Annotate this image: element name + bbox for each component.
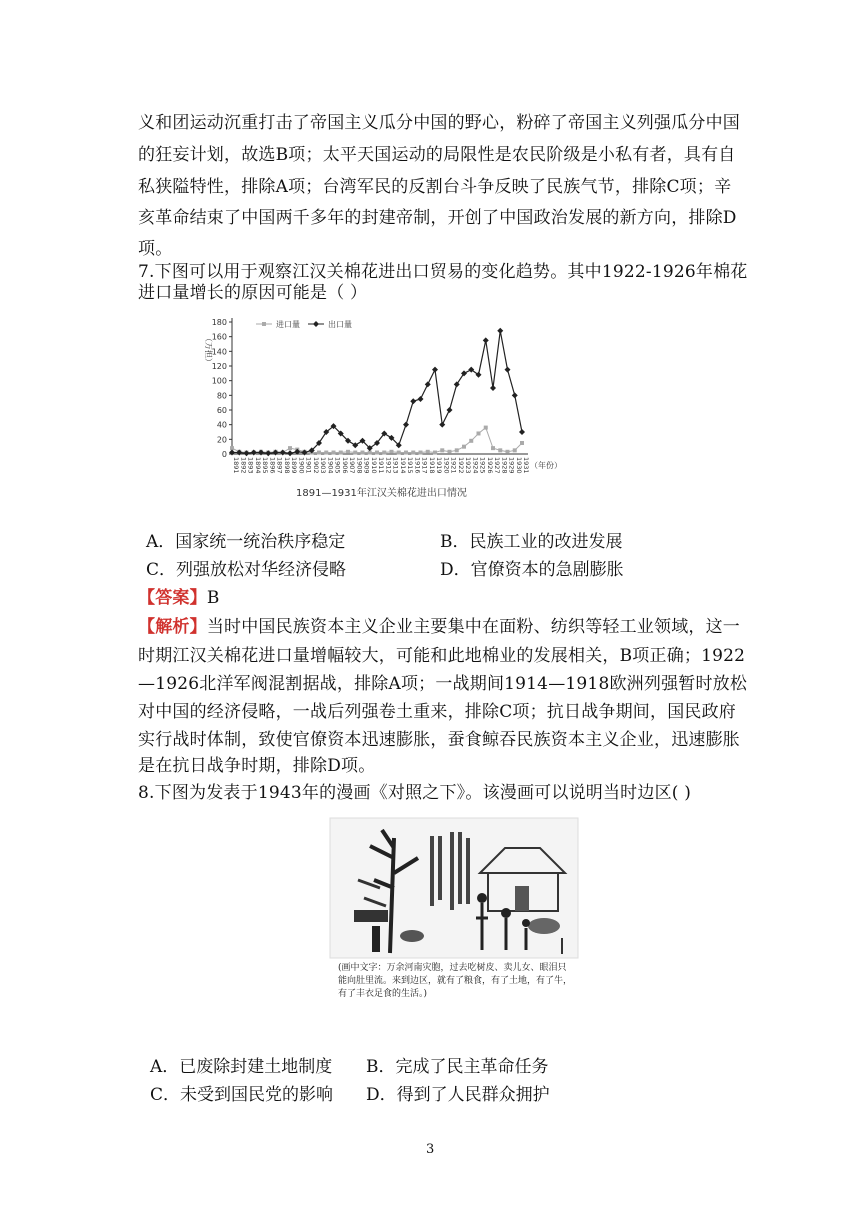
y-tick-label: 100: [211, 376, 227, 386]
import-point: [324, 451, 328, 455]
y-tick-label: 160: [211, 332, 227, 342]
import-point: [230, 446, 234, 450]
export-point: [229, 450, 235, 456]
q7-stem-line-2: 进口量增长的原因可能是（ ）: [138, 283, 368, 303]
x-tick-label: 1922: [456, 457, 465, 474]
import-point: [433, 451, 437, 455]
x-tick-label: 1929: [507, 457, 516, 474]
export-point: [519, 429, 525, 435]
x-tick-label: 1896: [268, 457, 277, 474]
export-point: [432, 367, 438, 373]
export-point: [258, 450, 264, 456]
x-tick-label: 1923: [464, 457, 472, 474]
cartoon-caption-line-2: 能向肚里流。来到边区，就有了粮食，有了土地，有了牛，: [338, 976, 573, 986]
cartoon-caption: [338, 962, 572, 1001]
import-point: [419, 451, 423, 455]
import-point: [455, 448, 459, 452]
q8-option-d[interactable]: D．得到了人民群众拥护: [366, 1085, 550, 1105]
import-point: [469, 439, 473, 443]
export-point: [280, 450, 286, 456]
x-tick-label: 1927: [493, 457, 501, 474]
import-point: [404, 451, 408, 455]
x-tick-label: 1925: [478, 457, 487, 474]
q8-cartoon-image: [330, 818, 578, 1008]
export-point: [425, 381, 431, 387]
legend-import-marker: [262, 322, 266, 326]
export-point: [447, 407, 453, 413]
y-tick-label: 120: [211, 362, 227, 371]
line-chart: [196, 312, 562, 502]
export-point: [512, 392, 518, 398]
export-point: [251, 450, 257, 456]
x-tick-label: 1918: [427, 457, 436, 474]
import-point: [484, 426, 488, 430]
x-tick-label: 1893: [246, 457, 255, 474]
x-tick-label: 1902: [311, 457, 320, 474]
import-point: [390, 450, 394, 454]
q7-analysis-line-3: —1926北洋军阀混割据战，排除A项；一战期间1914—1918欧洲列强暂时放松: [138, 674, 748, 694]
import-point: [491, 446, 495, 450]
y-tick-label: 60: [216, 406, 227, 415]
q7-option-c[interactable]: C．列强放松对华经济侵略: [146, 560, 347, 580]
import-point: [477, 431, 481, 435]
y-axis-label: （万担）: [204, 334, 213, 366]
export-point: [410, 398, 416, 404]
import-point: [498, 448, 502, 452]
x-tick-label: 1905: [333, 457, 342, 474]
prev-analysis-line-5: 项。: [138, 239, 173, 259]
import-point: [462, 445, 466, 449]
x-tick-label: 1909: [362, 457, 371, 474]
legend-export-marker: [313, 321, 319, 327]
x-tick-label: 1911: [377, 457, 385, 474]
y-tick-label: 140: [211, 347, 227, 357]
import-point: [288, 446, 292, 450]
q7-analysis-line-5: 实行战时体制，致使官僚资本迅速膨胀，蚕食鲸吞民族资本主义企业，迅速膨胀: [138, 730, 740, 750]
import-point: [448, 450, 452, 454]
x-tick-label: 1907: [348, 457, 356, 474]
prev-analysis-line-2: 的狂妄计划，故选B项；太平天国运动的局限性是农民阶级是小私有者，具有自: [138, 145, 736, 165]
q8-option-a[interactable]: A．已废除封建土地制度: [150, 1057, 333, 1077]
x-tick-label: 1924: [471, 457, 480, 474]
q7-analysis-line-2: 时期江汉关棉花进口量增幅较大，可能和此地棉业的发展相关，B项正确；1922: [138, 646, 746, 666]
import-point: [426, 450, 430, 454]
q7-analysis-line-4: 对中国的经济侵略，一战后列强卷土重来，排除C项；抗日战争期间，国民政府: [138, 702, 737, 722]
q7-answer: [138, 583, 220, 608]
import-point: [339, 451, 343, 455]
import-point: [375, 451, 379, 455]
answer-tag: 【答案】: [138, 588, 207, 608]
legend-export-label: 出口量: [328, 320, 352, 329]
prev-analysis-line-3: 私狭隘特性，排除A项；台湾军民的反割台斗争反映了民族气节，排除C项；辛: [138, 177, 732, 197]
import-point: [361, 451, 365, 455]
x-tick-label: 1930: [514, 457, 523, 474]
x-tick-label: 1901: [304, 457, 313, 474]
x-axis-label: （年份）: [530, 461, 562, 470]
q7-analysis-line-6: 是在抗日战争时期，排除D项。: [138, 756, 376, 776]
x-tick-label: 1892: [239, 457, 248, 474]
export-point: [302, 450, 308, 456]
x-tick-label: 1894: [253, 457, 262, 474]
q7-stem-line-1: 7.下图可以用于观察江汉关棉花进出口贸易的变化趋势。其中1922-1926年棉花: [138, 262, 748, 282]
x-tick-label: 1915: [406, 457, 414, 474]
x-tick-label: 1913: [391, 457, 400, 474]
x-tick-label: 1891: [232, 457, 240, 474]
export-point: [244, 450, 250, 456]
export-point: [483, 337, 489, 343]
export-point: [403, 422, 409, 428]
x-tick-label: 1899: [290, 457, 298, 474]
y-tick-label: 0: [221, 450, 227, 459]
export-point: [505, 367, 511, 373]
x-tick-label: 1912: [384, 457, 393, 474]
y-tick-label: 80: [216, 391, 227, 401]
analysis-text: 当时中国民族资本主义企业主要集中在面粉、纺织等轻工业领域，这一: [206, 617, 741, 637]
x-tick-label: 1917: [420, 457, 429, 474]
x-tick-label: 1906: [340, 457, 349, 474]
x-tick-label: 1908: [355, 457, 364, 474]
y-tick-label: 180: [211, 318, 227, 327]
x-tick-label: 1928: [500, 457, 509, 474]
x-tick-label: 1920: [442, 457, 451, 474]
q7-option-b[interactable]: B．民族工业的改进发展: [440, 532, 623, 552]
import-point: [346, 450, 350, 454]
import-point: [332, 451, 336, 455]
export-point: [265, 450, 271, 456]
x-tick-label: 1903: [319, 457, 327, 474]
x-tick-label: 1900: [297, 457, 306, 474]
x-tick-label: 1921: [449, 457, 458, 474]
x-tick-label: 1931: [522, 457, 530, 474]
import-point: [411, 451, 415, 455]
import-point: [440, 448, 444, 452]
x-tick-label: 1898: [282, 457, 291, 474]
legend-import-label: 进口量: [276, 320, 300, 329]
prev-analysis-line-1: 义和团运动沉重打击了帝国主义瓜分中国的野心，粉碎了帝国主义列强瓜分中国: [138, 113, 740, 133]
import-point: [520, 441, 524, 445]
q7-option-a[interactable]: A．国家统一统治秩序稳定: [146, 532, 346, 552]
export-point: [273, 450, 279, 456]
export-point: [287, 450, 293, 456]
cartoon-caption-line-3: 有了丰衣足食的生活。): [338, 989, 428, 999]
x-tick-label: 1895: [261, 457, 269, 474]
cartoon-caption-line-1: (画中文字：万余河南灾胞，过去吃树皮、卖儿女、眼泪只: [338, 963, 567, 973]
page-number: 3: [426, 1142, 435, 1157]
q8-stem: 8.下图为发表于1943年的漫画《对照之下》。该漫画可以说明当时边区( ): [138, 783, 692, 803]
x-tick-label: 1904: [326, 457, 335, 474]
export-point: [439, 422, 445, 428]
analysis-tag: 【解析】: [138, 617, 207, 637]
y-tick-label: 40: [216, 420, 227, 430]
q7-chart: [196, 312, 562, 502]
x-tick-label: 1914: [398, 457, 407, 474]
q7-option-d[interactable]: D．官僚资本的急剧膨胀: [440, 560, 624, 580]
chart-title: 1891—1931年江汉关棉花进出口情况: [296, 488, 467, 499]
x-tick-label: 1910: [369, 457, 378, 474]
x-tick-label: 1897: [275, 457, 284, 474]
export-point: [490, 385, 496, 391]
import-point: [382, 451, 386, 455]
x-tick-label: 1916: [413, 457, 422, 474]
export-point: [352, 442, 358, 448]
prev-analysis-line-4: 亥革命结束了中国两千多年的封建帝制，开创了中国政治发展的新方向，排除D: [138, 208, 737, 228]
q8-option-b[interactable]: B．完成了民主革命任务: [366, 1057, 549, 1077]
export-point: [497, 328, 503, 334]
import-point: [513, 448, 517, 452]
import-point: [353, 451, 357, 455]
q8-option-c[interactable]: C．未受到国民党的影响: [150, 1085, 334, 1105]
import-point: [317, 451, 321, 455]
q7-analysis-line-1: [138, 612, 740, 637]
import-point: [397, 451, 401, 455]
y-tick-label: 20: [216, 435, 227, 445]
import-point: [506, 450, 510, 454]
x-tick-label: 1919: [435, 457, 443, 474]
export-point: [418, 396, 424, 402]
x-tick-label: 1926: [485, 457, 494, 474]
answer-value: B: [206, 588, 220, 608]
